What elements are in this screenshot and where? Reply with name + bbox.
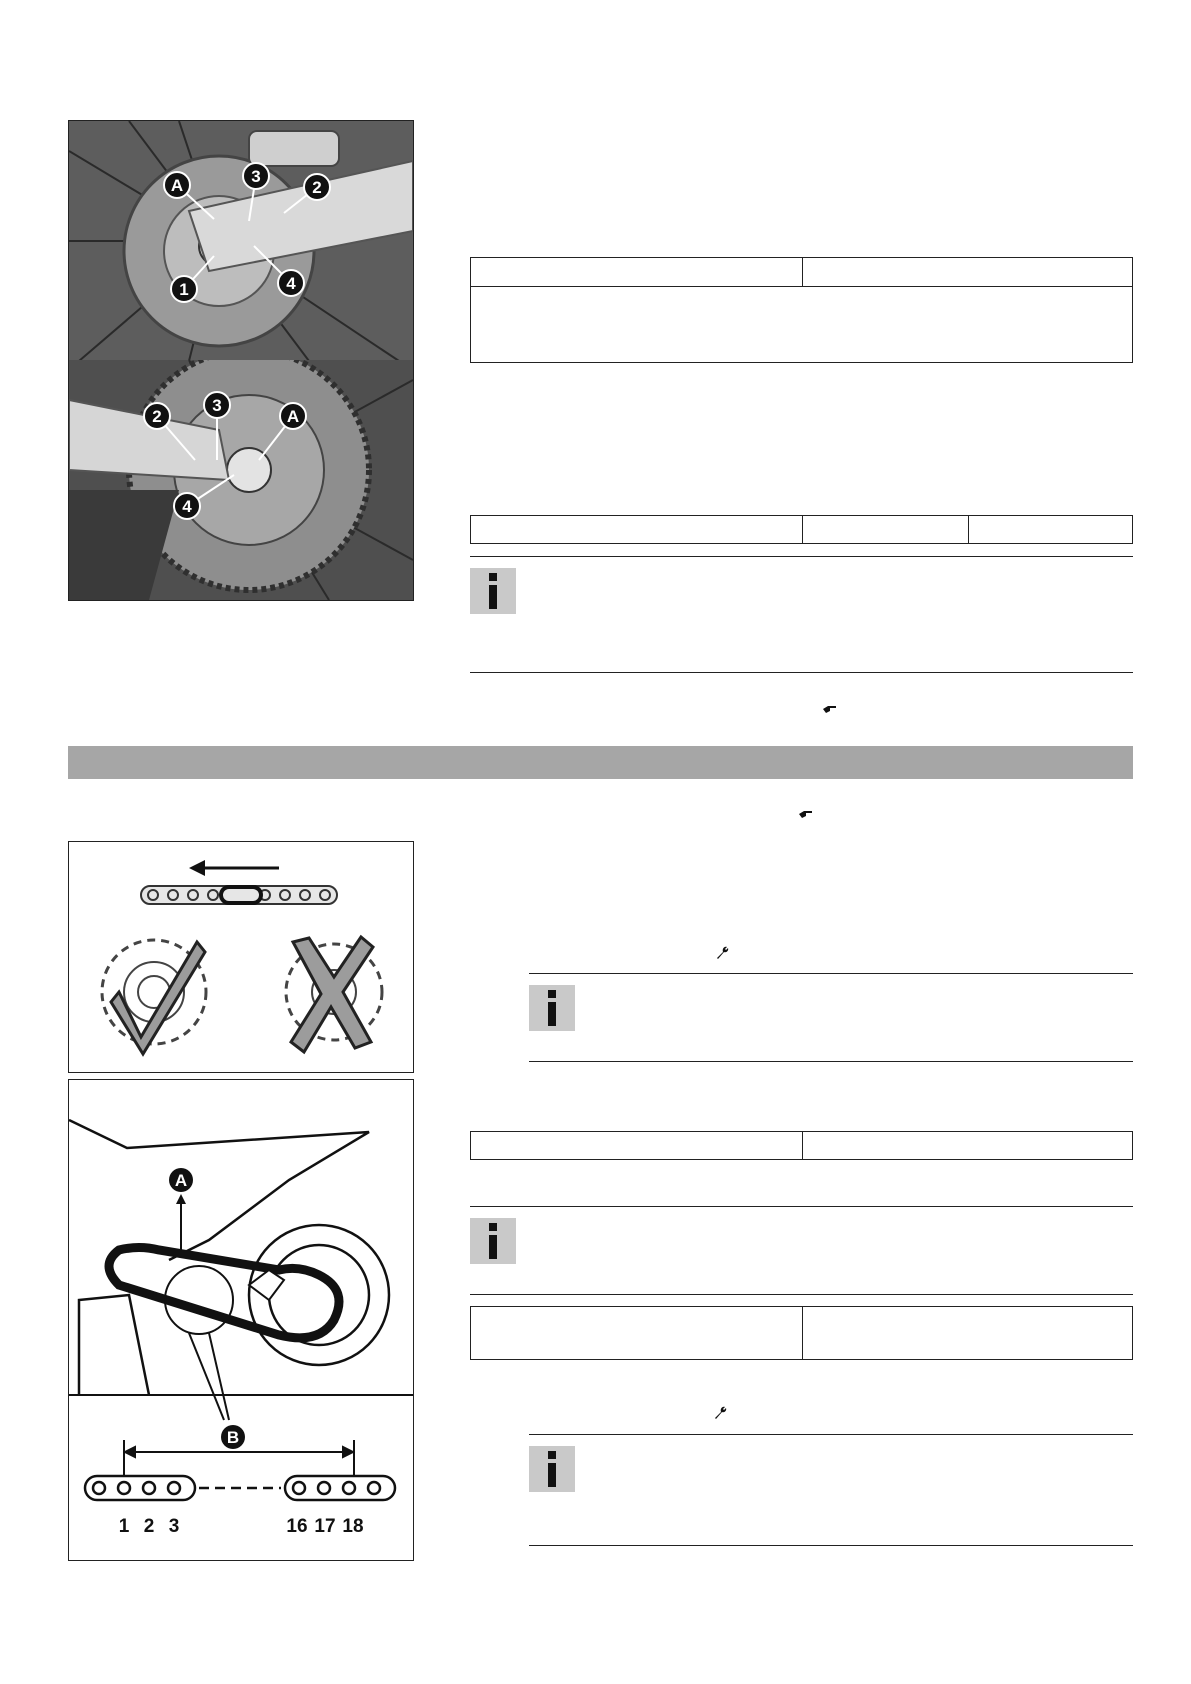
rear-wheel-axle-illustration xyxy=(69,121,413,361)
svg-text:4: 4 xyxy=(286,274,296,293)
note-rule-bottom-1 xyxy=(470,672,1133,673)
svg-text:4: 4 xyxy=(182,497,192,516)
svg-text:3: 3 xyxy=(212,396,222,415)
svg-text:A: A xyxy=(286,407,300,426)
note-rule-top-3 xyxy=(470,1206,1133,1207)
section-heading-bar xyxy=(68,746,1133,779)
chain-wear-measurement-illustration xyxy=(69,1080,413,1560)
svg-text:3: 3 xyxy=(251,167,261,186)
info-icon xyxy=(529,985,575,1031)
spec-table-4 xyxy=(470,1306,1133,1360)
chain-wear-figure xyxy=(68,1079,414,1561)
rear-sprocket-illustration xyxy=(69,360,413,600)
info-icon xyxy=(470,568,516,614)
note-rule-top-1 xyxy=(470,556,1133,557)
chain-segment xyxy=(141,886,337,904)
note-rule-top-2 xyxy=(529,973,1133,974)
callout-B xyxy=(221,1425,245,1449)
svg-text:1: 1 xyxy=(179,280,189,299)
svg-text:1: 1 xyxy=(118,1516,130,1537)
svg-text:A: A xyxy=(170,176,184,195)
direction-arrow-icon xyxy=(189,860,279,876)
spec-table-1 xyxy=(470,257,1133,363)
info-icon xyxy=(470,1218,516,1264)
cross-icon xyxy=(291,937,373,1052)
chain-lock-figure xyxy=(68,841,414,1073)
svg-text:3: 3 xyxy=(168,1516,180,1537)
svg-text:18: 18 xyxy=(342,1516,364,1537)
chain-links xyxy=(85,1476,395,1500)
wrench-icon xyxy=(714,945,730,961)
svg-text:A: A xyxy=(174,1171,188,1190)
wrench-icon xyxy=(712,1405,728,1421)
rear-axle-photo-lower xyxy=(68,360,414,601)
svg-text:2: 2 xyxy=(152,407,162,426)
pointing-hand-icon xyxy=(822,703,838,715)
svg-text:B: B xyxy=(226,1428,240,1447)
pointing-hand-icon xyxy=(798,808,814,820)
spec-table-2 xyxy=(470,515,1133,544)
chain-lock-direction-illustration xyxy=(69,842,413,1072)
svg-text:2: 2 xyxy=(312,178,322,197)
note-rule-top-4 xyxy=(529,1434,1133,1435)
svg-text:17: 17 xyxy=(314,1516,336,1537)
rear-axle-photo-upper xyxy=(68,120,414,362)
info-icon xyxy=(529,1446,575,1492)
note-rule-bottom-4 xyxy=(529,1545,1133,1546)
spec-table-3 xyxy=(470,1131,1133,1160)
note-rule-bottom-3 xyxy=(470,1294,1133,1295)
note-rule-bottom-2 xyxy=(529,1061,1133,1062)
svg-text:2: 2 xyxy=(143,1516,155,1537)
svg-text:16: 16 xyxy=(286,1516,308,1537)
callout-A xyxy=(169,1168,193,1250)
